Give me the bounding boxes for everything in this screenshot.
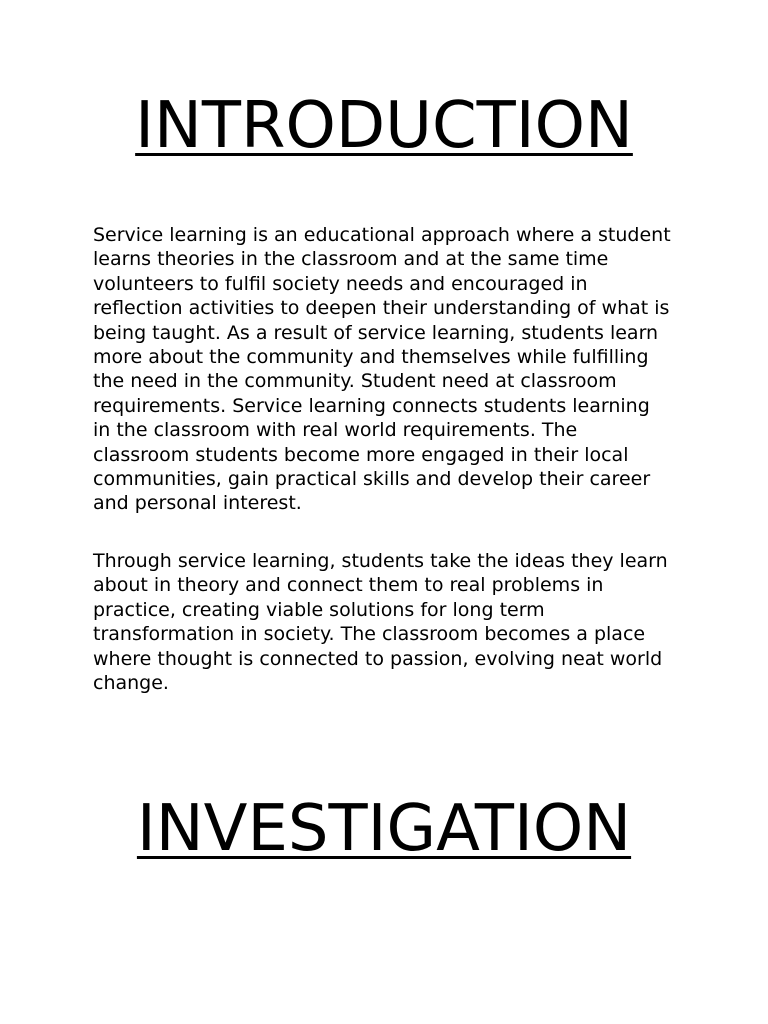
introduction-paragraph-1: Service learning is an educational approach where a student learns theories in the classroom and at the same time volunteers to fulfil society needs and encouraged in reflection activities to deepen their understanding of what is being taught. As a result of service learning, students learn more about the community and themselves while fulfilling the need in the community. Student need at classroom requirements. Service learning connects students learning in the classroom with real world requirements. The classroom students become more engaged in their local communities, gain practical skills and develop their career and personal interest. bbox=[93, 224, 671, 515]
investigation-heading-text: INVESTIGATION bbox=[136, 792, 632, 866]
introduction-paragraph-2: Through service learning, students take the ideas they learn about in theory and connect them to real problems in practice, creating viable solutions for long term transformation in society. The classroom becomes a place where thought is connected to passion, evolving neat world change. bbox=[93, 550, 668, 695]
investigation-heading bbox=[0, 792, 768, 866]
introduction-heading-text: INTRODUCTION bbox=[135, 89, 633, 163]
introduction-heading bbox=[0, 89, 768, 163]
